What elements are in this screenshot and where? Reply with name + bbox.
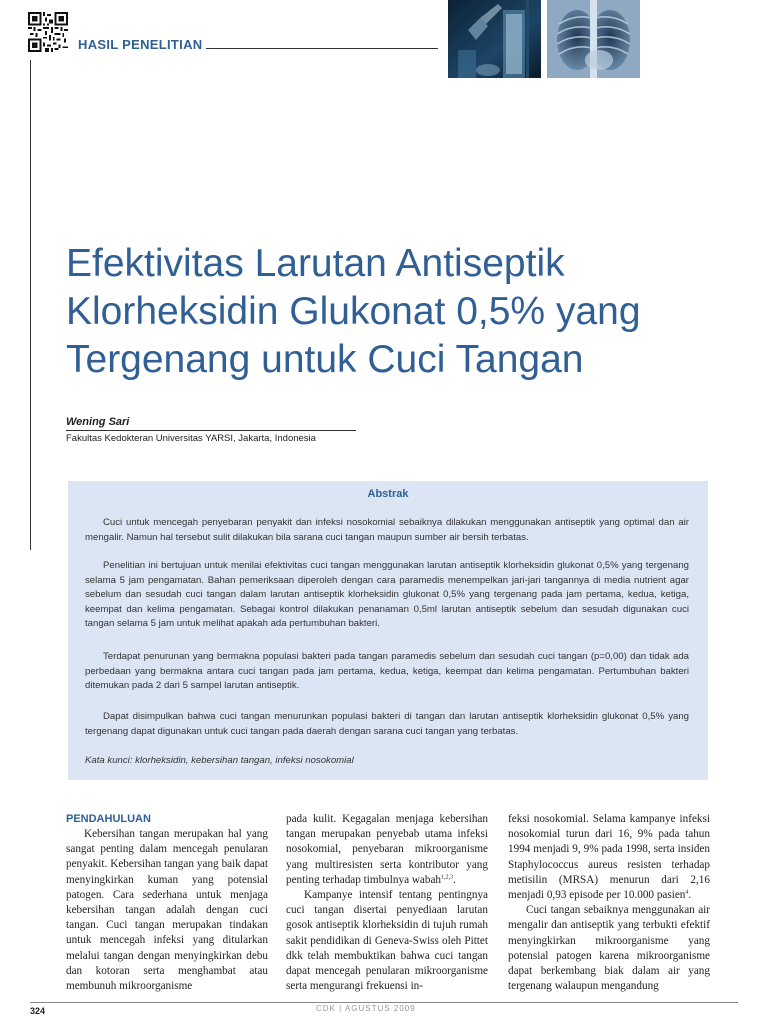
abstract-paragraph: Dapat disimpulkan bahwa cuci tangan menurunkan populasi bakteri di tangan dan larutan antiseptik klorheksidin glukonat 0,5% yang tergenang dapat digunakan untuk cuci tangan pada daerah dengan sarana cuci tangan yang terbatas. bbox=[85, 711, 689, 737]
margin-rule bbox=[30, 60, 31, 550]
body-paragraph: Cuci tangan sebaiknya menggunakan air mengalir dan antiseptik yang terbukti efektif menyingkirkan mikroorganisme yang potensial patogen karena mikroorganisme dapat berkembang biak dalam air yang tergenang walaupun mengandung bbox=[508, 904, 710, 993]
article-title: Efektivitas Larutan Antiseptik Klorheksidin Glukonat 0,5% yang Tergenang untuk Cuci Tangan bbox=[66, 242, 641, 381]
citation-marker: 1,2,3 bbox=[441, 874, 454, 881]
body-text: feksi nosokomial. Selama kampanye infeksi nosokomial turun dari 16, 9% pada tahun 1994 menjadi 9, 9% pada 1998, serta insiden Staphylococcus aureus resisten terhadap metisilin (MRSA) menurun dari 2,16 menjadi 0,93 episode per 10.000 pasien bbox=[508, 813, 710, 902]
abstract-heading: Abstrak bbox=[367, 488, 409, 500]
citation-marker: 4 bbox=[685, 889, 689, 896]
abstract-paragraph: Penelitian ini bertujuan untuk menilai efektivitas cuci tangan menggunakan larutan antiseptik klorheksidin glukonat 0,5% yang tergenang selama 5 jam pengamatan. Bahan pemeriksaan diperoleh dengan cara paramedis menempelkan jari-jari tangannya di media nutrient agar sebelum dan sesudah cuci tangan dalam larutan antiseptik klorheksidin glukonat 0,5% yang tergenang pada jam pertama, kedua, ketiga, keempat dan kelima pengamatan. Sebagai kontrol dilakukan penanaman 0,5ml larutan antiseptik sebelum dan sesudah digunakan cuci tangan selama 5 jam untuk melihat apakah ada pertumbuhan bakteri. bbox=[85, 560, 689, 629]
body-paragraph: Kebersihan tangan merupakan hal yang sangat penting dalam mencegah penularan penyakit. Kebersihan tangan yang baik dapat menyingkirkan kuman yang potensial patogen. Cara sederhana untuk menjaga kebersihan tangan adalah dengan cuci tangan. Cuci tangan merupakan tindakan untuk mencegah infeksi yang ditularkan melalui tangan dengan menyingkirkan debu dan kotoran serta menghambat atau membunuh mikroorganisme bbox=[66, 828, 268, 993]
body-text: pada kulit. Kegagalan menjaga kebersihan tangan merupakan penyebab utama infeksi nosokomial, penyebaran mikroorganisme yang multiresisten serta kontributor yang penting terhadap timbulnya wabah bbox=[286, 813, 488, 886]
body-paragraph: Kampanye intensif tentang pentingnya cuci tangan disertai penyediaan larutan gosok antiseptik klorheksidin di tujuh rumah sakit pendidikan di Geneva-Swiss oleh Pittet dkk telah membuktikan bahwa cuci tangan dapat mencegah penularan mikroorganisme serta mengurangi frekuensi in- bbox=[286, 889, 488, 993]
footer-divider bbox=[30, 1002, 738, 1003]
section-heading-pendahuluan: PENDAHULUAN bbox=[66, 813, 151, 825]
author-divider bbox=[66, 430, 356, 431]
lab-glassware-photo bbox=[448, 0, 541, 78]
abstract-box bbox=[68, 481, 708, 780]
journal-footer: CDK | AGUSTUS 2009 bbox=[316, 1004, 416, 1013]
body-column-2 bbox=[286, 812, 488, 994]
abstract-keywords: Kata kunci: klorheksidin, kebersihan tangan, infeksi nosokomial bbox=[85, 755, 354, 766]
header-divider bbox=[206, 48, 438, 49]
body-paragraph: pada kulit. Kegagalan menjaga kebersihan tangan merupakan penyebab utama infeksi nosokomial, penyebaran mikroorganisme yang multiresisten serta kontributor yang penting terhadap timbulnya wabah$^{1,2,3}$. bbox=[286, 813, 488, 886]
qr-code-image bbox=[28, 12, 68, 52]
abstract-paragraph: Cuci untuk mencegah penyebaran penyakit dan infeksi nosokomial sebaiknya dilakukan menggunakan antiseptik yang optimal dan air mengalir. Namun hal tersebut sulit dilakukan bila sarana cuci tangan maupun sumber air bersih terbatas. bbox=[85, 517, 689, 543]
author-name: Wening Sari bbox=[66, 416, 130, 428]
body-column-1 bbox=[66, 812, 268, 994]
page-number: 324 bbox=[30, 1006, 46, 1016]
body-paragraph: feksi nosokomial. Selama kampanye infeksi nosokomial turun dari 16, 9% pada tahun 1994 menjadi 9, 9% pada 1998, serta insiden Staphylococcus aureus resisten terhadap metisilin (MRSA) menurun dari 2,16 menjadi 0,93 episode per 10.000 pasien$^4$. bbox=[508, 813, 710, 902]
author-affiliation: Fakultas Kedokteran Universitas YARSI, Jakarta, Indonesia bbox=[66, 433, 316, 444]
body-column-3 bbox=[508, 812, 710, 994]
chest-xray-photo bbox=[547, 0, 640, 78]
abstract-paragraph: Terdapat penurunan yang bermakna populasi bakteri pada tangan paramedis sebelum dan sesudah cuci tangan (p=0,00) dan tidak ada perbedaan yang bermakna antara cuci tangan pada jam pertama, kedua, ketiga, keempat dan kelima pengamatan. Pertumbuhan bakteri ditemukan pada 2 dari 5 sampel larutan antiseptik. bbox=[85, 651, 689, 691]
section-label: HASIL PENELITIAN bbox=[78, 37, 203, 52]
